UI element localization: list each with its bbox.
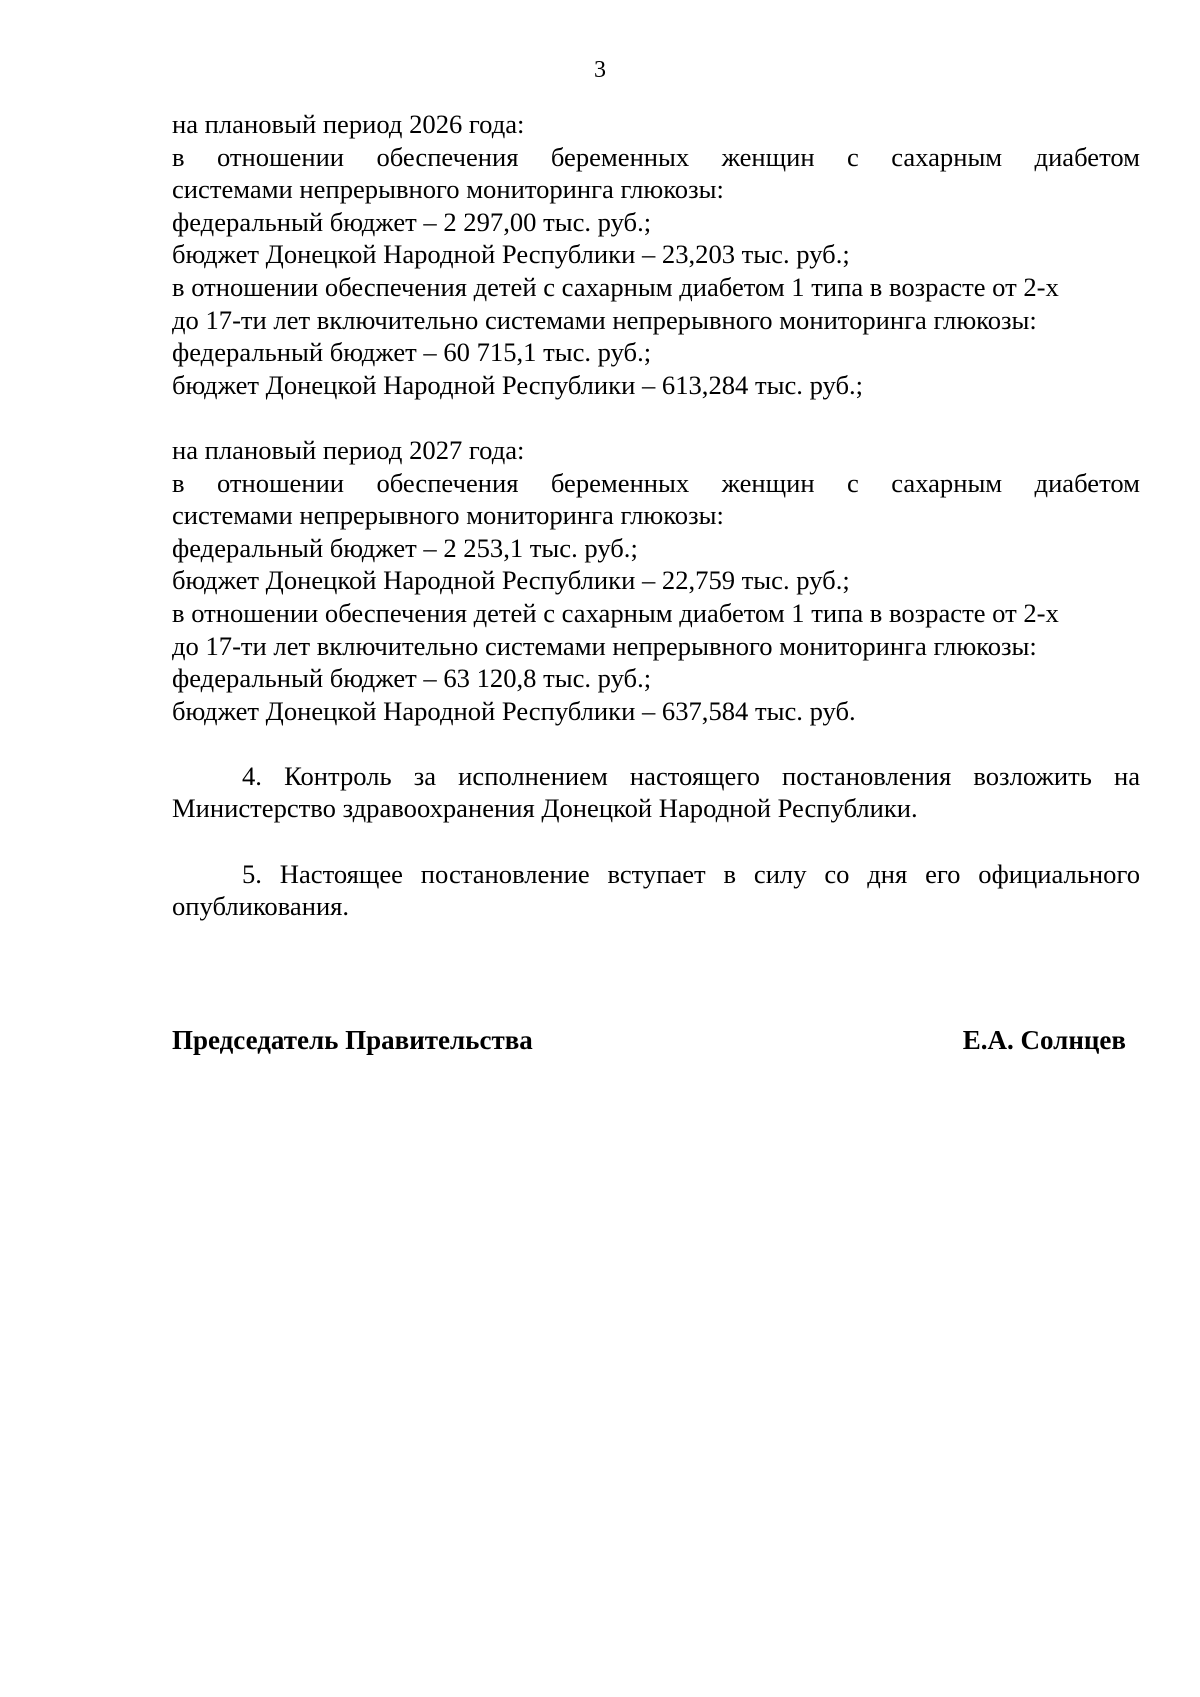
- clause-4: [172, 760, 1140, 825]
- clause-5: [172, 858, 1140, 923]
- signatory-position: Председатель Правительства: [172, 1025, 533, 1055]
- section-2027-children-line-2: до 17-ти лет включительно системами непрерывного мониторинга глюкозы:: [172, 630, 1037, 661]
- section-2027-pregnant-line-2: системами непрерывного мониторинга глюкозы:: [172, 500, 724, 531]
- section-2026-pregnant-regional: бюджет Донецкой Народной Республики – 23,203 тыс. руб.;: [172, 239, 850, 270]
- section-2027-children-federal: федеральный бюджет – 63 120,8 тыс. руб.;: [172, 663, 652, 694]
- signature-block: [172, 1024, 1126, 1056]
- section-2026-children-federal: федеральный бюджет – 60 715,1 тыс. руб.;: [172, 337, 652, 368]
- page-number: 3: [594, 57, 606, 83]
- section-2027-pregnant-line-1: в отношении обеспечения беременных женщин с сахарным диабетом: [172, 467, 1140, 498]
- section-2026: [172, 108, 1140, 401]
- section-2027-pregnant-federal: федеральный бюджет – 2 253,1 тыс. руб.;: [172, 532, 638, 563]
- spacer: [172, 825, 1140, 858]
- section-2027-children-regional: бюджет Донецкой Народной Республики – 637,584 тыс. руб.: [172, 695, 856, 726]
- signatory-name: Е.А. Солнцев: [962, 1025, 1126, 1055]
- spacer: [172, 401, 1140, 434]
- section-2026-heading: на плановый период 2026 года:: [172, 109, 525, 139]
- section-2027-heading: на плановый период 2027 года:: [172, 434, 525, 465]
- section-2026-children-line-1: в отношении обеспечения детей с сахарным диабетом 1 типа в возрасте от 2-х: [172, 271, 1059, 302]
- section-2026-pregnant-federal: федеральный бюджет – 2 297,00 тыс. руб.;: [172, 206, 652, 237]
- document-body: [172, 108, 1140, 923]
- section-2027-pregnant-regional: бюджет Донецкой Народной Республики – 22,759 тыс. руб.;: [172, 565, 850, 596]
- section-2027-children-line-1: в отношении обеспечения детей с сахарным диабетом 1 типа в возрасте от 2-х: [172, 597, 1059, 628]
- clause-4-line-2: Министерство здравоохранения Донецкой Народной Республики.: [172, 793, 918, 824]
- section-2026-children-regional: бюджет Донецкой Народной Республики – 613,284 тыс. руб.;: [172, 369, 864, 400]
- spacer: [172, 727, 1140, 760]
- section-2026-pregnant-line-1: в отношении обеспечения беременных женщин с сахарным диабетом: [172, 141, 1140, 172]
- clause-5-line-1: 5. Настоящее постановление вступает в силу со дня его официального: [242, 858, 1140, 889]
- section-2027: [172, 434, 1140, 727]
- section-2026-children-line-2: до 17-ти лет включительно системами непрерывного мониторинга глюкозы:: [172, 304, 1037, 335]
- clause-4-line-1: 4. Контроль за исполнением настоящего постановления возложить на: [242, 760, 1140, 791]
- clause-5-line-2: опубликования.: [172, 891, 350, 922]
- section-2026-pregnant-line-2: системами непрерывного мониторинга глюкозы:: [172, 174, 724, 205]
